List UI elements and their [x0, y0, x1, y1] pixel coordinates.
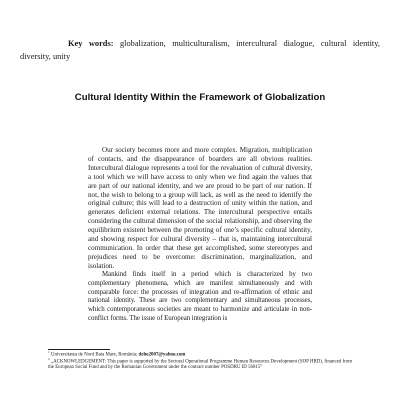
footnote-2-text: „ACKNOWLEDGEMENT: This paper is supported by the Sectoral Operational Programme Human Resources Development (SOP HRD), financed from the European Social Fund and by the Romanian Government under the contract number POSDRU ID 56815”: [48, 359, 352, 371]
paper-title: Cultural Identity Within the Framework of Globalization: [74, 92, 326, 103]
paragraph-1-text: Our society becomes more and more complex. Migration, multiplication of contacts, and the disappearance of boarders are all obvious realities. Intercultural dialogue represents a tool for the revaluation of cultural diversity, a tool which we will have access to only when we find again the values that are part of our national identity, and we are proud to be part of our nation. If not, the wish to belong to a group will lack, as well as the need to identify the original culture; this will lead to a destruction of unity within the nation, and generates deficient external relations. The intercultural perspective entails considering the cultural dimension of the social relationship, and observing the equilibrium existent between the promoting of one’s specific cultural identity, and showing respect for cultural diversity – that is, maintaining intercultural communication. In order that these get accomplished, some stereotypes and prejudices need to be overcome: discrimination, marginalization, and isolation.: [88, 146, 312, 270]
keywords-label: Key words:: [68, 39, 114, 48]
paragraph-2: Mankind finds itself in a period which is characterized by two complementary phenomena, which are manifest simultaneously and with comparable force: the processes of integration and re-affirmation of ethnic and national identity. These are two complementary and simultaneous processes, which contemporaneous societies are meant to harmonize and articulate in non-conflict forms. The issue of European integration is: [88, 270, 312, 323]
keywords-list: globalization, multiculturalism, intercultural dialogue, cultural identity, diversity, unity: [20, 39, 380, 61]
footnote-1-text: Universitatea de Nord Baia Mare, România;: [49, 352, 139, 358]
footnote-1-mark: 1: [48, 350, 50, 354]
footnotes: [48, 352, 352, 372]
footnote-1: [48, 352, 352, 359]
keywords-paragraph: [20, 37, 380, 63]
footnote-2-mark: 2: [48, 356, 50, 361]
footnote-divider: [48, 349, 110, 350]
author-email[interactable]: deho2007@yahoo.com: [138, 352, 186, 358]
body-text: [88, 146, 312, 324]
paragraph-1: [88, 146, 312, 271]
footnote-2: [48, 356, 352, 372]
